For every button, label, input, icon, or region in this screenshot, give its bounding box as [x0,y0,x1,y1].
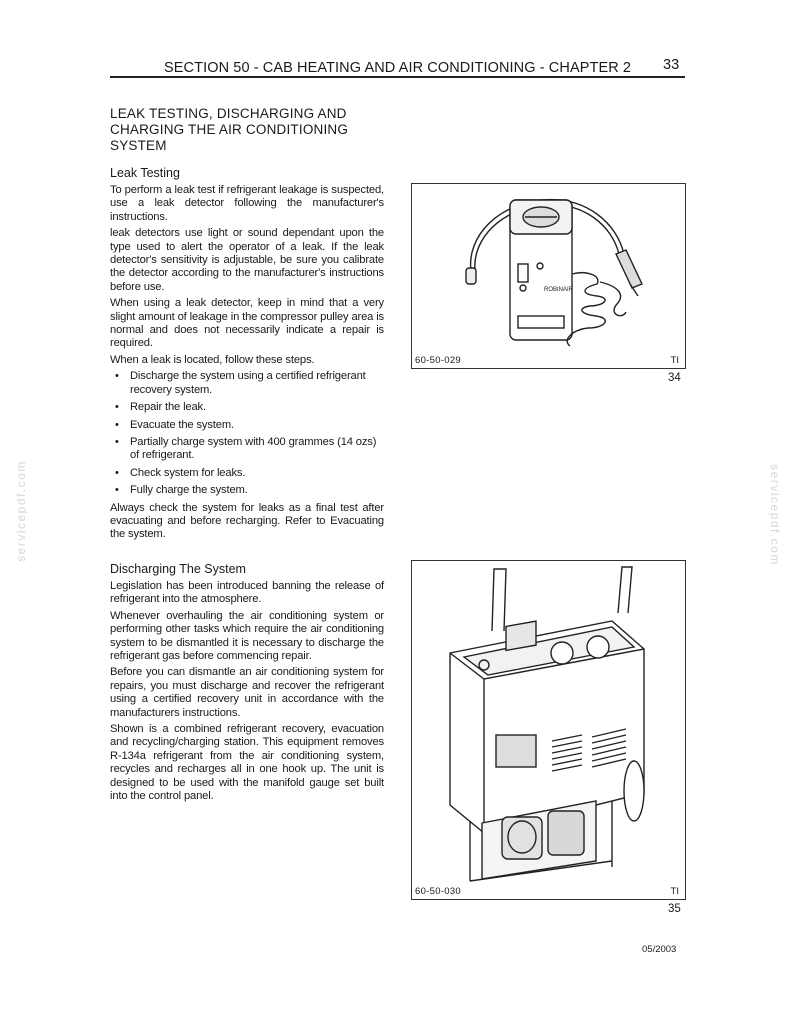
header-rule [110,76,685,78]
section-heading-line-1: LEAK TESTING, DISCHARGING AND [110,106,347,121]
discharging-paragraph: Whenever overhauling the air conditioning system or performing other tasks which require the air conditioning system to be dismantled it is necessary to discharge the refrigerant gas before commencing repair. [110,609,384,663]
leak-testing-paragraph: To perform a leak test if refrigerant leakage is suspected, use a leak detector following the manufacturer's instructions. [110,184,384,223]
page-number: 33 [663,57,680,73]
leak-testing-closing: Always check the system for leaks as a final test after evacuating and before recharging. Refer to Evacuating the system. [110,501,384,541]
device-brand-label: ROBINAIR [544,287,574,293]
watermark-right: servicepdf.com [767,464,782,566]
footer-date: 05/2003 [642,944,677,955]
leak-testing-paragraph: When using a leak detector, keep in mind that a very slight amount of leakage in the compressor pulley area is normal and does not necessarily indicate a repair is required. [110,297,384,350]
discharging-block [110,562,384,807]
leak-step-item: • Discharge the system using a certified refrigerant recovery system. [110,370,384,397]
header-title: SECTION 50 - CAB HEATING AND AIR CONDITIONING - CHAPTER 2 [164,60,632,76]
leak-steps-list [110,370,384,497]
discharging-paragraph: Legislation has been introduced banning the release of refrigerant into the atmosphere. [110,580,384,606]
discharging-paragraph: Shown is a combined refrigerant recovery, evacuation and recycling/charging station. This equipment removes R-134a refrigerant from the air conditioning system, recycles and recharges all in one hook up. The unit is designed to be used with the manifold gauge set built into the control panel. [110,723,384,803]
leak-testing-block [110,166,384,545]
figure-recovery-station [411,560,686,900]
leak-step-item: • Check system for leaks. [110,467,384,480]
section-heading-line-3: SYSTEM [110,138,167,153]
leak-detector-illustration [412,184,685,368]
figure-leak-detector [411,183,686,369]
leak-step-item: • Repair the leak. [110,401,384,414]
leak-step-item: • Partially charge system with 400 grammes (14 ozs) of refrigerant. [110,436,384,463]
figure-code: 60-50-030 [415,886,462,897]
figure-tag: TI [670,886,679,897]
leak-step-item: • Evacuate the system. [110,419,384,432]
section-heading-line-2: CHARGING THE AIR CONDITIONING [110,122,349,137]
figure-code: 60-50-029 [415,355,462,366]
leak-step-item: • Fully charge the system. [110,484,384,497]
leak-testing-paragraph: When a leak is located, follow these steps. [110,353,315,366]
leak-testing-paragraph: leak detectors use light or sound dependant upon the type used to alert the operator of a leak. If the leak detector's sensitivity is adjustable, be sure you calibrate the detector according to the manufacturer's instructions before use. [110,227,384,293]
discharging-heading: Discharging The System [110,562,246,576]
leak-testing-heading: Leak Testing [110,166,180,180]
figure-number: 35 [668,903,681,915]
watermark-left: servicepdf.com [13,460,28,562]
recovery-station-illustration [412,561,685,899]
section-heading [110,106,384,154]
figure-number: 34 [668,372,681,384]
discharging-paragraph: Before you can dismantle an air conditioning system for repairs, you must discharge and recover the refrigerant using a certified recovery unit in accordance with the manufacturers instructions. [110,666,384,719]
figure-tag: TI [670,355,679,366]
